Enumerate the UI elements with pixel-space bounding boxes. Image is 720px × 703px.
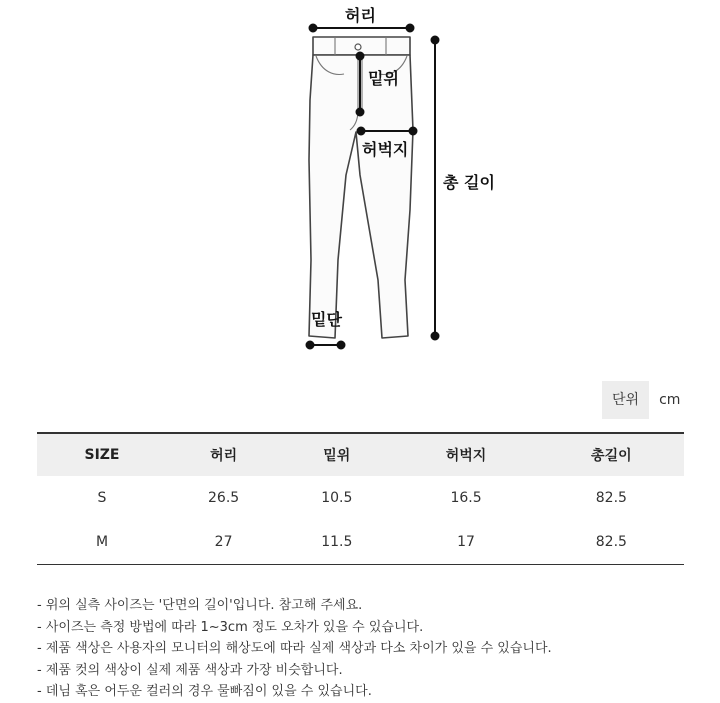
header-waist: 허리: [210, 448, 238, 464]
total-length-label: 총 길이: [443, 173, 495, 192]
unit-label: 단위: [602, 381, 649, 419]
note-item: - 제품 색상은 사용자의 모니터의 해상도에 따라 실제 색상과 다소 차이가 있을 수 있습니다.: [37, 641, 552, 656]
table-header-row: [37, 433, 684, 476]
rise-cell: 11.5: [321, 534, 353, 550]
size-table: [37, 432, 684, 565]
table-row: [37, 476, 684, 520]
waist-label: 허리: [345, 6, 376, 25]
thigh-cell: 17: [457, 534, 475, 550]
header-rise: 밑위: [323, 448, 351, 464]
size-notes: [37, 595, 552, 703]
table-row: [37, 520, 684, 565]
total-length-cell: 82.5: [595, 490, 627, 506]
unit-indicator: [602, 381, 680, 419]
thigh-label: 허벅지: [362, 140, 409, 159]
waist-cell: 26.5: [208, 490, 240, 506]
thigh-cell: 16.5: [450, 490, 482, 506]
header-thigh: 허벅지: [445, 448, 487, 464]
header-total-length: 총길이: [591, 448, 632, 464]
note-item: - 위의 실측 사이즈는 '단면의 길이'입니다. 참고해 주세요.: [37, 598, 363, 613]
waist-cell: 27: [214, 534, 233, 550]
total-length-cell: 82.5: [595, 534, 627, 550]
rise-label: 밑위: [368, 69, 399, 88]
note-item: - 데님 혹은 어두운 컬러의 경우 물빠짐이 있을 수 있습니다.: [37, 684, 372, 699]
header-size: SIZE: [84, 447, 120, 463]
note-item: - 사이즈는 측정 방법에 따라 1~3cm 정도 오차가 있을 수 있습니다.: [37, 619, 424, 635]
hem-label: 밑단: [311, 310, 342, 329]
rise-cell: 10.5: [321, 490, 353, 506]
size-cell: S: [97, 490, 107, 506]
size-cell: M: [95, 534, 109, 550]
note-item: - 제품 컷의 색상이 실제 제품 색상과 가장 비슷합니다.: [37, 662, 343, 678]
unit-value: cm: [659, 392, 681, 408]
